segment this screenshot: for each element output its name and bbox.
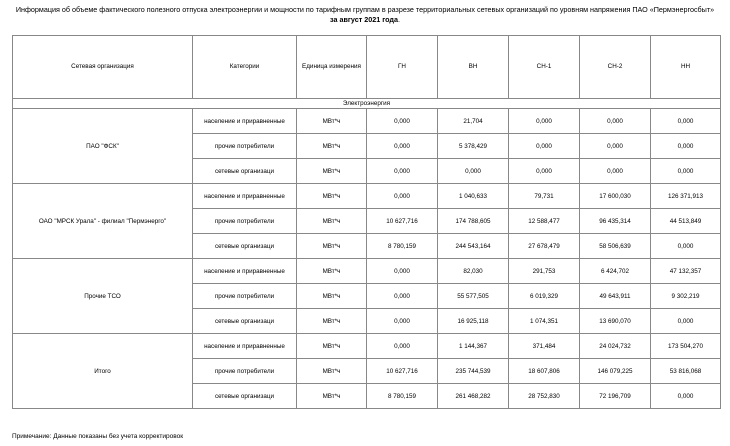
report-title: Информация об объеме фактического полезного отпуска электроэнергии и мощности по тарифным группам в разрезе территориальных сетевых организаций по уровням напряжения ПАО «Пермэнергосбыт» xyxy=(15,5,715,14)
category-cell: население и приравненные xyxy=(193,334,297,359)
value-cell: 82,030 xyxy=(438,259,509,284)
category-cell: население и приравненные xyxy=(193,184,297,209)
value-cell: 79,731 xyxy=(509,184,580,209)
value-cell: 8 780,159 xyxy=(367,234,438,259)
value-cell: 16 925,118 xyxy=(438,309,509,334)
report-period-suffix: . xyxy=(397,14,400,24)
unit-cell: МВт*ч xyxy=(297,359,367,384)
value-cell: 18 607,806 xyxy=(509,359,580,384)
value-cell: 55 577,505 xyxy=(438,284,509,309)
value-cell: 0,000 xyxy=(367,109,438,134)
unit-cell: МВт*ч xyxy=(297,209,367,234)
org-cell: ОАО "МРСК Урала" - филиал "Пермэнерго" xyxy=(13,184,193,259)
column-header-org: Сетевая организация xyxy=(13,36,193,99)
value-cell: 17 600,030 xyxy=(580,184,651,209)
value-cell: 0,000 xyxy=(367,309,438,334)
value-cell: 28 752,830 xyxy=(509,384,580,409)
value-cell: 9 302,219 xyxy=(651,284,721,309)
value-cell: 146 079,225 xyxy=(580,359,651,384)
value-cell: 0,000 xyxy=(367,184,438,209)
value-cell: 261 468,282 xyxy=(438,384,509,409)
unit-cell: МВт*ч xyxy=(297,159,367,184)
value-cell: 173 504,270 xyxy=(651,334,721,359)
table-row xyxy=(13,184,721,209)
table-row xyxy=(13,334,721,359)
unit-cell: МВт*ч xyxy=(297,384,367,409)
value-cell: 0,000 xyxy=(367,284,438,309)
column-header-unit: Единица измерения xyxy=(297,36,367,99)
value-cell: 96 435,314 xyxy=(580,209,651,234)
value-cell: 44 513,849 xyxy=(651,209,721,234)
section-title: Электроэнергия xyxy=(13,99,721,109)
column-header-nn: НН xyxy=(651,36,721,99)
section-row xyxy=(13,99,721,109)
column-header-category: Категории xyxy=(193,36,297,99)
table-row xyxy=(13,259,721,284)
value-cell: 0,000 xyxy=(367,259,438,284)
category-cell: прочие потребители xyxy=(193,134,297,159)
unit-cell: МВт*ч xyxy=(297,134,367,159)
column-header-sn1: СН-1 xyxy=(509,36,580,99)
unit-cell: МВт*ч xyxy=(297,109,367,134)
value-cell: 1 040,633 xyxy=(438,184,509,209)
value-cell: 291,753 xyxy=(509,259,580,284)
unit-cell: МВт*ч xyxy=(297,284,367,309)
org-cell: ПАО "ФСК" xyxy=(13,109,193,184)
value-cell: 49 643,911 xyxy=(580,284,651,309)
unit-cell: МВт*ч xyxy=(297,259,367,284)
value-cell: 235 744,539 xyxy=(438,359,509,384)
column-header-vn: ВН xyxy=(438,36,509,99)
value-cell: 371,484 xyxy=(509,334,580,359)
value-cell: 0,000 xyxy=(651,159,721,184)
value-cell: 24 024,732 xyxy=(580,334,651,359)
value-cell: 126 371,913 xyxy=(651,184,721,209)
value-cell: 8 780,159 xyxy=(367,384,438,409)
value-cell: 6 424,702 xyxy=(580,259,651,284)
value-cell: 244 543,164 xyxy=(438,234,509,259)
column-header-gn: ГН xyxy=(367,36,438,99)
value-cell: 0,000 xyxy=(651,234,721,259)
value-cell: 0,000 xyxy=(509,134,580,159)
value-cell: 0,000 xyxy=(509,109,580,134)
report-header xyxy=(0,0,730,29)
report-period-line xyxy=(0,15,730,25)
value-cell: 0,000 xyxy=(580,134,651,159)
value-cell: 1 144,367 xyxy=(438,334,509,359)
category-cell: сетевые организаци xyxy=(193,309,297,334)
value-cell: 72 196,709 xyxy=(580,384,651,409)
tariff-table xyxy=(12,35,721,409)
category-cell: прочие потребители xyxy=(193,284,297,309)
value-cell: 0,000 xyxy=(367,159,438,184)
footnote: Примечание: Данные показаны без учета корректировок xyxy=(12,433,184,440)
table-header-row xyxy=(13,36,721,99)
unit-cell: МВт*ч xyxy=(297,184,367,209)
value-cell: 5 378,429 xyxy=(438,134,509,159)
column-header-sn2: СН-2 xyxy=(580,36,651,99)
unit-cell: МВт*ч xyxy=(297,309,367,334)
value-cell: 0,000 xyxy=(651,309,721,334)
value-cell: 0,000 xyxy=(580,159,651,184)
value-cell: 0,000 xyxy=(367,334,438,359)
value-cell: 1 074,351 xyxy=(509,309,580,334)
value-cell: 10 627,716 xyxy=(367,209,438,234)
category-cell: прочие потребители xyxy=(193,209,297,234)
report-period: за август 2021 года xyxy=(330,14,398,24)
value-cell: 12 588,477 xyxy=(509,209,580,234)
value-cell: 0,000 xyxy=(367,134,438,159)
unit-cell: МВт*ч xyxy=(297,334,367,359)
category-cell: сетевые организаци xyxy=(193,159,297,184)
value-cell: 0,000 xyxy=(651,134,721,159)
category-cell: население и приравненные xyxy=(193,259,297,284)
value-cell: 6 019,329 xyxy=(509,284,580,309)
value-cell: 0,000 xyxy=(580,109,651,134)
value-cell: 10 627,716 xyxy=(367,359,438,384)
value-cell: 27 678,479 xyxy=(509,234,580,259)
value-cell: 21,704 xyxy=(438,109,509,134)
category-cell: население и приравненные xyxy=(193,109,297,134)
value-cell: 174 788,605 xyxy=(438,209,509,234)
value-cell: 0,000 xyxy=(438,159,509,184)
value-cell: 47 132,357 xyxy=(651,259,721,284)
value-cell: 53 816,068 xyxy=(651,359,721,384)
category-cell: сетевые организаци xyxy=(193,234,297,259)
org-cell: Итого xyxy=(13,334,193,409)
value-cell: 13 690,070 xyxy=(580,309,651,334)
table-row xyxy=(13,109,721,134)
category-cell: прочие потребители xyxy=(193,359,297,384)
unit-cell: МВт*ч xyxy=(297,234,367,259)
org-cell: Прочие ТСО xyxy=(13,259,193,334)
value-cell: 0,000 xyxy=(651,109,721,134)
value-cell: 0,000 xyxy=(509,159,580,184)
category-cell: сетевые организаци xyxy=(193,384,297,409)
value-cell: 0,000 xyxy=(651,384,721,409)
value-cell: 58 506,639 xyxy=(580,234,651,259)
